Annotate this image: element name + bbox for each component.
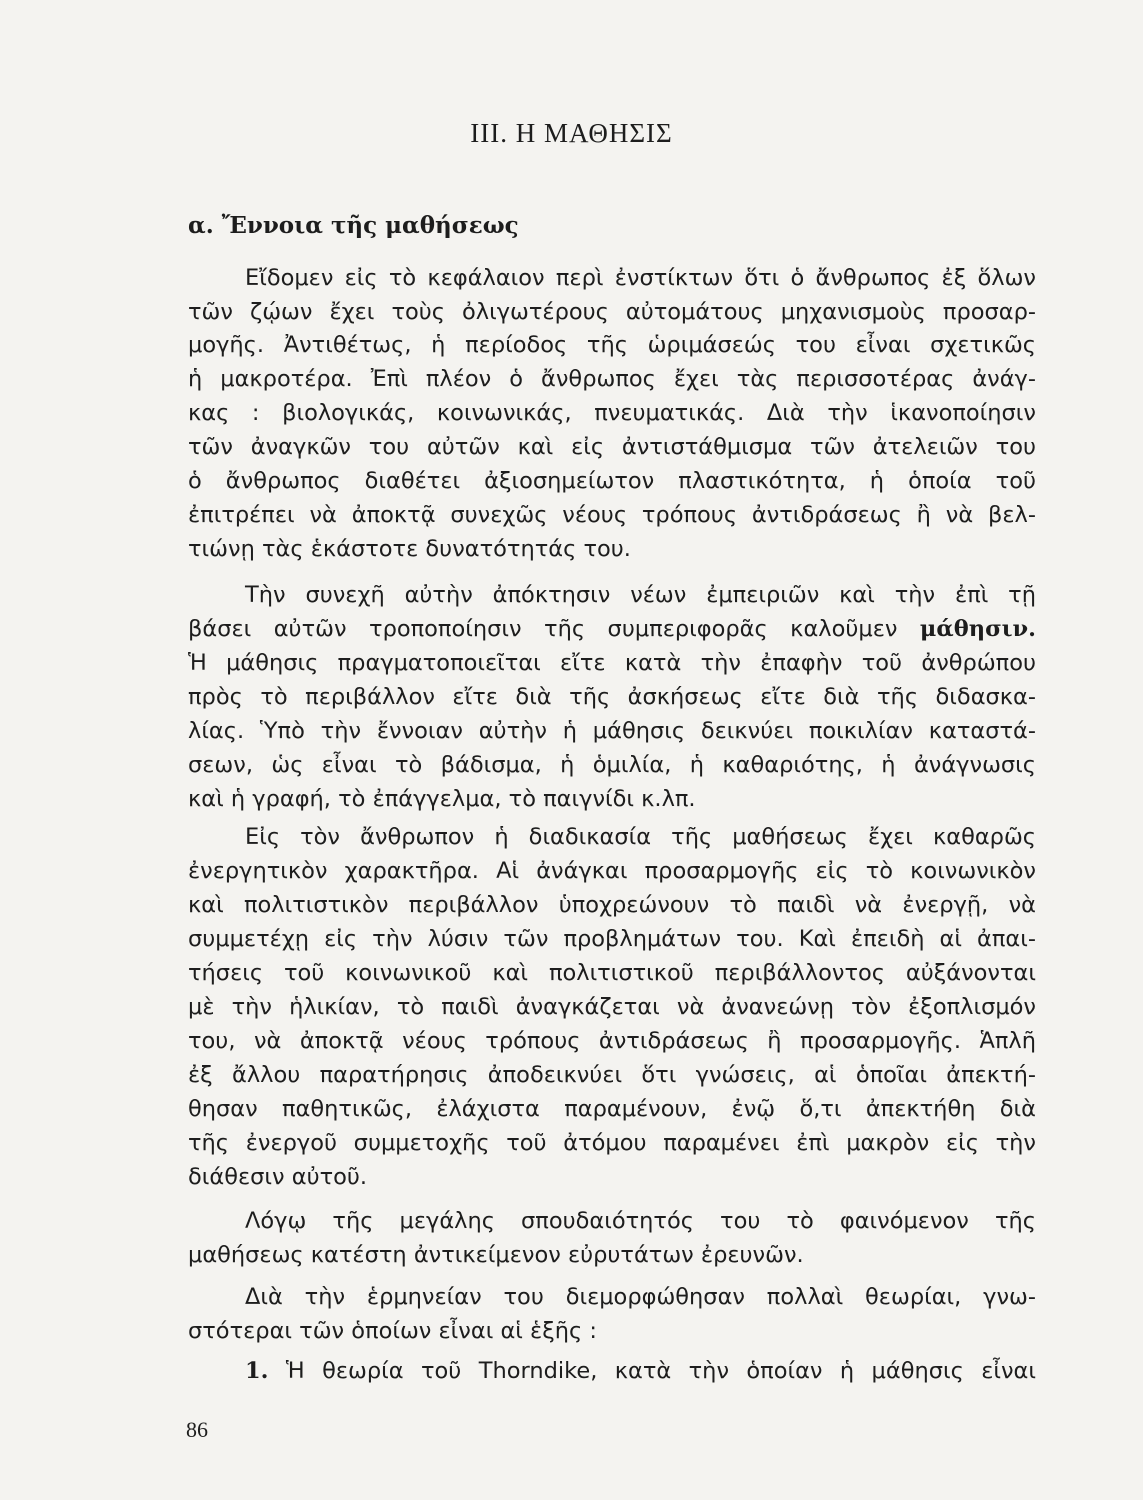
text-line: τῆς ἐνεργοῦ συμμετοχῆς τοῦ ἀτόμου παραμένει ἐπὶ μακρὸν εἰς τὴν	[188, 1130, 1036, 1156]
section-heading: α. Ἔννοια τῆς μαθήσεως	[188, 212, 519, 239]
text-line: τήσεις τοῦ κοινωνικοῦ καὶ πολιτιστικοῦ περιβάλλοντος αὐξάνονται	[188, 960, 1036, 986]
text-line: συμμετέχῃ εἰς τὴν λύσιν τῶν προβλημάτων του. Καὶ ἐπειδὴ αἱ ἀπαι-	[188, 926, 1036, 952]
text-line: ἡ μακροτέρα. Ἐπὶ πλέον ὁ ἄνθρωπος ἔχει τὰς περισσοτέρας ἀνάγ-	[188, 366, 1036, 392]
text-line: του, νὰ ἀποκτᾷ νέους τρόπους ἀντιδράσεως ἢ προσαρμογῆς. Ἁπλῆ	[188, 1028, 1036, 1054]
text-line: Τὴν συνεχῆ αὐτὴν ἀπόκτησιν νέων ἐμπειριῶν καὶ τὴν ἐπὶ τῇ	[245, 582, 1036, 608]
text-line: ἐνεργητικὸν χαρακτῆρα. Αἱ ἀνάγκαι προσαρμογῆς εἰς τὸ κοινωνικὸν	[188, 858, 1036, 884]
text-line: ἐπιτρέπει νὰ ἀποκτᾷ συνεχῶς νέους τρόπους ἀντιδράσεως ἢ νὰ βελ-	[188, 502, 1036, 528]
text-line: Λόγῳ τῆς μεγάλης σπουδαιότητός του τὸ φαινόμενον τῆς	[245, 1208, 1036, 1234]
text-line: μαθήσεως κατέστη ἀντικείμενον εὐρυτάτων ἐρευνῶν.	[188, 1242, 804, 1268]
key-term: μάθησιν.	[919, 616, 1036, 642]
text-line: Διὰ τὴν ἑρμηνείαν του διεμορφώθησαν πολλαὶ θεωρίαι, γνω-	[245, 1284, 1036, 1310]
text-line: στότεραι τῶν ὁποίων εἶναι αἱ ἑξῆς :	[188, 1318, 597, 1344]
text-line	[245, 1356, 1036, 1386]
text-line: τῶν ἀναγκῶν του αὐτῶν καὶ εἰς ἀντιστάθμισμα τῶν ἀτελειῶν του	[188, 434, 1036, 460]
text-line: τιώνῃ τὰς ἑκάστοτε δυνατότητάς του.	[188, 536, 631, 562]
text-line	[188, 614, 1036, 644]
text-line: τῶν ζῴων ἔχει τοὺς ὀλιγωτέρους αὐτομάτους μηχανισμοὺς προσαρ-	[188, 299, 1036, 325]
text-line: καὶ ἡ γραφή, τὸ ἐπάγγελμα, τὸ παιγνίδι κ.λπ.	[188, 786, 696, 812]
text-line: λίας. Ὑπὸ τὴν ἔννοιαν αὐτὴν ἡ μάθησις δεικνύει ποικιλίαν καταστά-	[188, 718, 1036, 744]
text-line-part: Ἡ θεωρία τοῦ Thorndike, κατὰ τὴν ὁποίαν ἡ μάθησις εἶναι	[285, 1358, 1037, 1384]
text-line: κας : βιολογικάς, κοινωνικάς, πνευματικάς. Διὰ τὴν ἱκανοποίησιν	[188, 400, 1036, 426]
text-line: Εἰς τὸν ἄνθρωπον ἡ διαδικασία τῆς μαθήσεως ἔχει καθαρῶς	[245, 824, 1036, 850]
text-line: διάθεσιν αὐτοῦ.	[188, 1164, 368, 1190]
text-line: σεων, ὡς εἶναι τὸ βάδισμα, ἡ ὁμιλία, ἡ καθαριότης, ἡ ἀνάγνωσις	[188, 752, 1036, 778]
text-line: πρὸς τὸ περιβάλλον εἴτε διὰ τῆς ἀσκήσεως εἴτε διὰ τῆς διδασκα-	[188, 684, 1036, 710]
page-number: 86	[186, 1417, 208, 1442]
chapter-title: III. Η ΜΑΘΗΣΙΣ	[470, 118, 673, 148]
text-line-part: βάσει αὐτῶν τροποποίησιν τῆς συμπεριφορᾶς καλοῦμεν	[188, 616, 898, 642]
text-line: ἐξ ἄλλου παρατήρησις ἀποδεικνύει ὅτι γνώσεις, αἱ ὁποῖαι ἀπεκτή-	[188, 1062, 1036, 1088]
text-line: Ἡ μάθησις πραγματοποιεῖται εἴτε κατὰ τὴν ἐπαφὴν τοῦ ἀνθρώπου	[188, 650, 1036, 676]
text-line: μογῆς. Ἀντιθέτως, ἡ περίοδος τῆς ὡριμάσεώς του εἶναι σχετικῶς	[188, 332, 1036, 358]
text-line: θησαν παθητικῶς, ἐλάχιστα παραμένουν, ἐνῷ ὅ,τι ἀπεκτήθη διὰ	[188, 1096, 1036, 1122]
text-line: ὁ ἄνθρωπος διαθέτει ἀξιοσημείωτον πλαστικότητα, ἡ ὁποία τοῦ	[188, 468, 1036, 494]
text-line: καὶ πολιτιστικὸν περιβάλλον ὑποχρεώνουν τὸ παιδὶ νὰ ἐνεργῇ, νὰ	[188, 892, 1036, 918]
text-line: Εἴδομεν εἰς τὸ κεφάλαιον περὶ ἐνστίκτων ὅτι ὁ ἄνθρωπος ἐξ ὅλων	[245, 265, 1036, 291]
text-line: μὲ τὴν ἡλικίαν, τὸ παιδὶ ἀναγκάζεται νὰ ἀνανεώνῃ τὸν ἐξοπλισμόν	[188, 994, 1036, 1020]
list-number: 1.	[245, 1358, 269, 1384]
